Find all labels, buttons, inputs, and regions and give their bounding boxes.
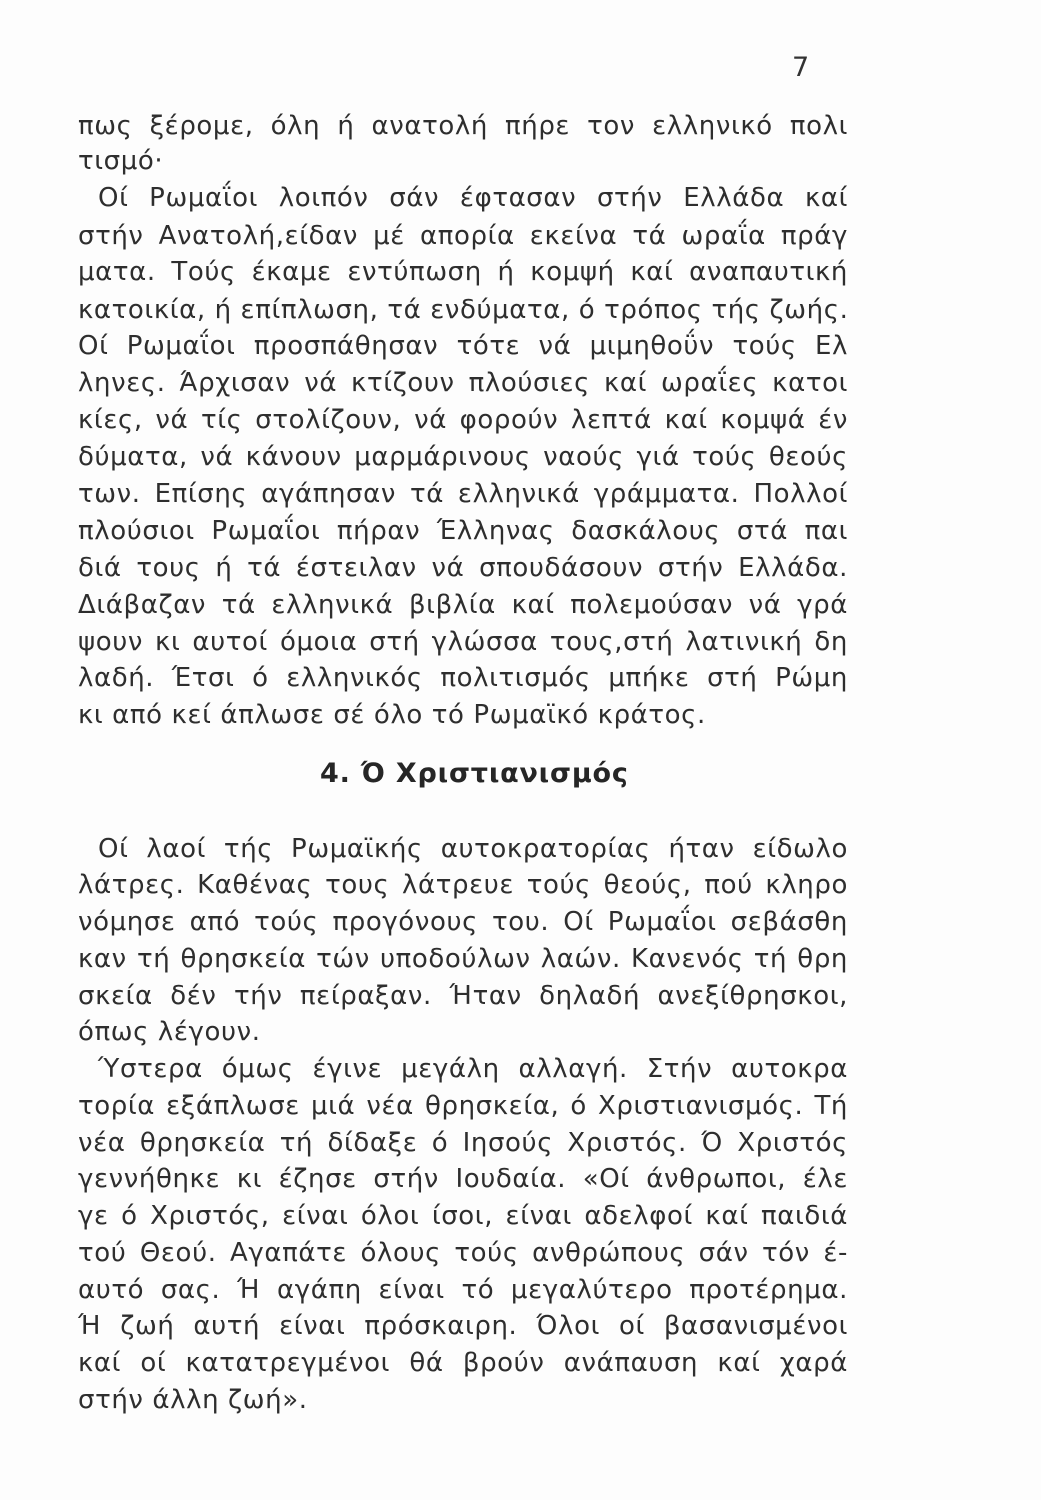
text-line: καί οί κατατρεγμένοι θά βρούν ανάπαυση καί χαρά: [78, 1348, 848, 1378]
text-line: Διάβαζαν τά ελληνικά βιβλία καί πολεμούσαν νά γρά: [78, 590, 848, 620]
text-line: κατοικία, ή επίπλωση, τά ενδύματα, ό τρόπος τής ζωής.: [78, 295, 849, 325]
text-line: λάτρες. Καθένας τους λάτρευε τούς θεούς, πού κληρο: [78, 870, 848, 900]
text-line: γε ό Χριστός, είναι όλοι ίσοι, είναι αδελφοί καί παιδιά: [78, 1201, 848, 1231]
text-line: όπως λέγουν.: [78, 1017, 261, 1047]
text-line: στήν άλλη ζωή».: [78, 1385, 308, 1415]
text-line: των. Επίσης αγάπησαν τά ελληνικά γράμματα. Πολλοί: [78, 479, 848, 509]
text-line: καν τή θρησκεία τών υποδούλων λαών. Κανενός τή θρη: [78, 944, 848, 974]
text-line: δύματα, νά κάνουν μαρμάρινους ναούς γιά τούς θεούς: [78, 442, 848, 472]
section-heading: 4. Ό Χριστιανισμός: [320, 758, 629, 789]
text-line: Ή ζωή αυτή είναι πρόσκαιρη. Όλοι οί βασανισμένοι: [78, 1311, 848, 1341]
text-line: ληνες. Άρχισαν νά κτίζουν πλούσιες καί ωραΐες κατοι: [78, 368, 848, 398]
text-line: Οί λαοί τής Ρωμαϊκής αυτοκρατορίας ήταν είδωλο: [98, 834, 848, 864]
text-line: τορία εξάπλωσε μιά νέα θρησκεία, ό Χριστιανισμός. Τή: [78, 1091, 848, 1121]
text-line: Ύστερα όμως έγινε μεγάλη αλλαγή. Στήν αυτοκρα: [98, 1054, 848, 1084]
text-line: πως ξέρομε, όλη ή ανατολή πήρε τον ελληνικό πολι: [78, 111, 848, 141]
page-number: 7: [792, 52, 810, 83]
text-line: κίες, νά τίς στολίζουν, νά φορούν λεπτά καί κομψά έν: [78, 405, 848, 435]
text-line: τισμό·: [78, 146, 164, 176]
text-line: διά τους ή τά έστειλαν νά σπουδάσουν στήν Ελλάδα.: [78, 553, 848, 583]
text-line: νόμησε από τούς προγόνους του. Οί Ρωμαΐοι σεβάσθη: [78, 907, 848, 937]
text-line: γεννήθηκε κι έζησε στήν Ιουδαία. «Οί άνθρωποι, έλε: [78, 1164, 848, 1194]
text-line: πλούσιοι Ρωμαΐοι πήραν Έλληνας δασκάλους στά παι: [78, 516, 848, 546]
text-line: στήν Ανατολή,είδαν μέ απορία εκείνα τά ωραΐα πράγ: [78, 221, 848, 251]
text-line: νέα θρησκεία τή δίδαξε ό Ιησούς Χριστός. Ό Χριστός: [78, 1128, 848, 1158]
text-line: ψουν κι αυτοί όμοια στή γλώσσα τους,στή λατινική δη: [78, 627, 848, 657]
text-line: σκεία δέν τήν πείραξαν. Ήταν δηλαδή ανεξίθρησκοι,: [78, 981, 848, 1011]
text-line: Οί Ρωμαΐοι προσπάθησαν τότε νά μιμηθοΰν τούς Ελ: [78, 331, 848, 361]
text-line: ματα. Τούς έκαμε εντύπωση ή κομψή καί αναπαυτική: [78, 257, 848, 287]
text-line: κι από κεί άπλωσε σέ όλο τό Ρωμαϊκό κράτος.: [78, 700, 706, 730]
text-line: αυτό σας. Ή αγάπη είναι τό μεγαλύτερο προτέρημα.: [78, 1275, 848, 1305]
text-line: λαδή. Έτσι ό ελληνικός πολιτισμός μπήκε στή Ρώμη: [78, 663, 848, 693]
text-line: Οί Ρωμαΐοι λοιπόν σάν έφτασαν στήν Ελλάδα καί: [98, 183, 848, 213]
text-line: τού Θεού. Αγαπάτε όλους τούς ανθρώπους σάν τόν έ-: [78, 1238, 848, 1268]
